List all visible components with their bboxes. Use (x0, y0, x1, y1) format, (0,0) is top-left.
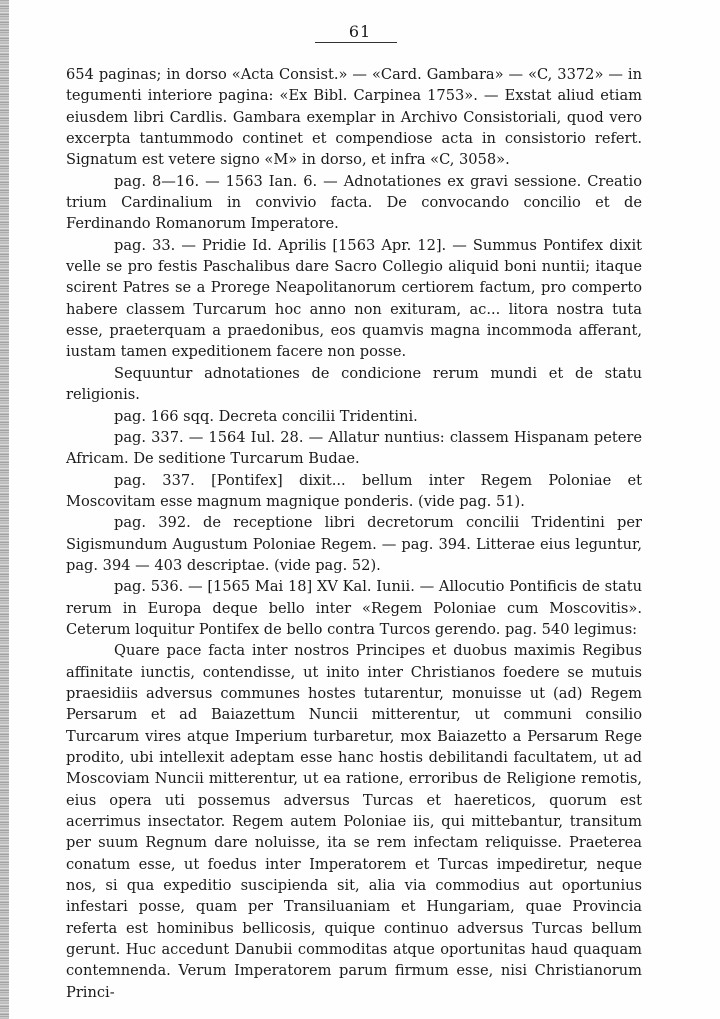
paragraph-pag-337-nuntius: pag. 337. — 1564 Iul. 28. — Allatur nuntius: classem Hispanam petere Africam. De seditione Turcarum Budae. (66, 428, 642, 468)
scan-binding-edge (0, 0, 9, 1019)
paragraph-pag-33: pag. 33. — Pridie Id. Aprilis [1563 Apr. 12]. — Summus Pontifex dixit velle se pro festis Paschalibus dare Sacro Collegio aliquid boni nuntii; itaque scirent Patres se a Prorege Neapolitanorum certiorem factum, pro comperto habere classem Turcarum hoc anno non exituram, ac... litora nostra tuta esse, praeterquam a praedonibus, eos quamvis magna incommoda afferant, iustam tamen expeditionem facere non posse. (66, 236, 642, 361)
paragraph-adnotationes: Sequuntur adnotationes de condicione rerum mundi et de statu religionis. (66, 364, 642, 404)
paragraph-pag-337-pontifex: pag. 337. [Pontifex] dixit... bellum inter Regem Poloniae et Moscovitam esse magnum magnique ponderis. (vide pag. 51). (66, 471, 642, 510)
paragraph-pag-392: pag. 392. de receptione libri decretorum concilii Tridentini per Sigismundum Augustum Poloniae Regem. — pag. 394. Litterae eius leguntur, pag. 394 — 403 descriptae. (vide pag. 52). (66, 514, 642, 574)
page-number-rule (315, 42, 397, 43)
paragraph-pag-8-16: pag. 8—16. — 1563 Ian. 6. — Adnotationes ex gravi sessione. Creatio trium Cardinalium in convivio facta. De convocando concilio et de Ferdinando Romanorum Imperatore. (66, 172, 642, 233)
paragraph-pag-166: pag. 166 sqq. Decreta concilii Tridentini. (114, 407, 418, 425)
paragraph-quotation: Quare pace facta inter nostros Principes et duobus maximis Regibus affinitate iunctis, contendisse, ut inito inter Christianos foedere se mutuis praesidiis adversus communes hostes tutarentur, monuisse ut (ad) Regem Persarum et ad Baiazettum Nuncii mitterentur, ut communi consilio Turcarum vires atque Imperium turbaretur, mox Baiazetto a Persarum Rege prodito, ubi intellexit adeptam esse hanc hostis debilitandi facultatem, ut ad Moscoviam Nuncii mitterentur, ut ea ratione, erroribus de Religione remotis, eius opera uti possemus adversus Turcas et haereticos, quorum est acerrimus insectator. Regem autem Poloniae iis, qui mittebantur, transitum per suum Regnum dare noluisse, ita se rem infectam reliquisse. Praeterea conatum esse, ut foedus inter Imperatorem et Turcas impediretur, neque nos, si qua expeditio suscipienda sit, alia via commodius aut oportunius infestari posse, quam per Transiluaniam et Hungariam, quae Provincia referta est hominibus bellicosis, quique continuo adversus Turcas bellum gerunt. Huc accedunt Danubii commoditas atque oportunitas haud quaquam contemnenda. Verum Imperatorem parum firmum esse, nisi Christianorum Princi- (66, 642, 642, 1001)
paragraph-pag-536: pag. 536. — [1565 Mai 18] XV Kal. Iunii. — Allocutio Pontificis de statu rerum in Europa deque bello inter «Regem Poloniae cum Moscovitis». Ceterum loquitur Pontifex de bello contra Turcos gerendo. pag. 540 legimus: (66, 578, 642, 638)
body-text (66, 64, 642, 1003)
page-number: 61 (348, 22, 372, 41)
paragraph-codex-description: 654 paginas; in dorso «Acta Consist.» — «Card. Gambara» — «C, 3372» — in tegumenti interiore pagina: «Ex Bibl. Carpinea 1753». — Exstat aliud etiam eiusdem libri Cardlis. Gambara exemplar in Archivo Consistoriali, quod vero excerpta tantummodo continet et compendiose acta in consistorio refert. Signatum est vetere signo «M» in dorso, et infra «C, 3058». (66, 66, 642, 169)
